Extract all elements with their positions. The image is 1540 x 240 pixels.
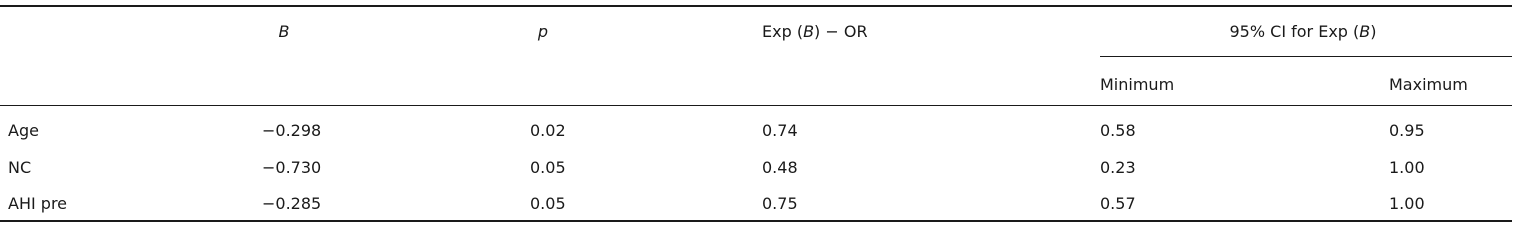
- header-ci-max: Maximum: [1389, 75, 1468, 94]
- header-exp-b-or-prefix: Exp (: [762, 22, 804, 41]
- cell-b: −0.298: [262, 121, 322, 140]
- cell-p: 0.02: [530, 121, 566, 140]
- cell-b: −0.285: [262, 194, 322, 213]
- row-label: Age: [8, 121, 39, 140]
- header-ci-var: B: [1359, 22, 1371, 41]
- cell-exp-b: 0.48: [762, 158, 798, 177]
- header-ci: [1229, 22, 1376, 42]
- header-bottom-rule: [0, 105, 1512, 106]
- cell-p: 0.05: [530, 158, 566, 177]
- header-p: p: [537, 22, 549, 41]
- header-exp-b-or-var: B: [803, 22, 815, 41]
- row-label: AHI pre: [8, 194, 68, 213]
- header-ci-suffix: ): [1370, 22, 1377, 41]
- header-exp-b-or-suffix: ) − OR: [814, 22, 868, 41]
- cell-b: −0.730: [262, 158, 322, 177]
- header-ci-min: Minimum: [1100, 75, 1175, 94]
- top-rule: [0, 5, 1512, 7]
- cell-ci-max: 0.95: [1389, 121, 1425, 140]
- cell-exp-b: 0.75: [762, 194, 798, 213]
- bottom-rule: [0, 220, 1512, 222]
- cell-ci-max: 1.00: [1389, 194, 1425, 213]
- ci-span-rule: [1100, 56, 1512, 57]
- header-b: B: [278, 22, 290, 41]
- row-label: NC: [8, 158, 32, 177]
- cell-ci-min: 0.57: [1100, 194, 1136, 213]
- cell-p: 0.05: [530, 194, 566, 213]
- header-ci-prefix: 95% CI for Exp (: [1229, 22, 1360, 41]
- cell-ci-max: 1.00: [1389, 158, 1425, 177]
- cell-ci-min: 0.23: [1100, 158, 1136, 177]
- cell-ci-min: 0.58: [1100, 121, 1136, 140]
- header-exp-b-or: [762, 22, 868, 42]
- cell-exp-b: 0.74: [762, 121, 798, 140]
